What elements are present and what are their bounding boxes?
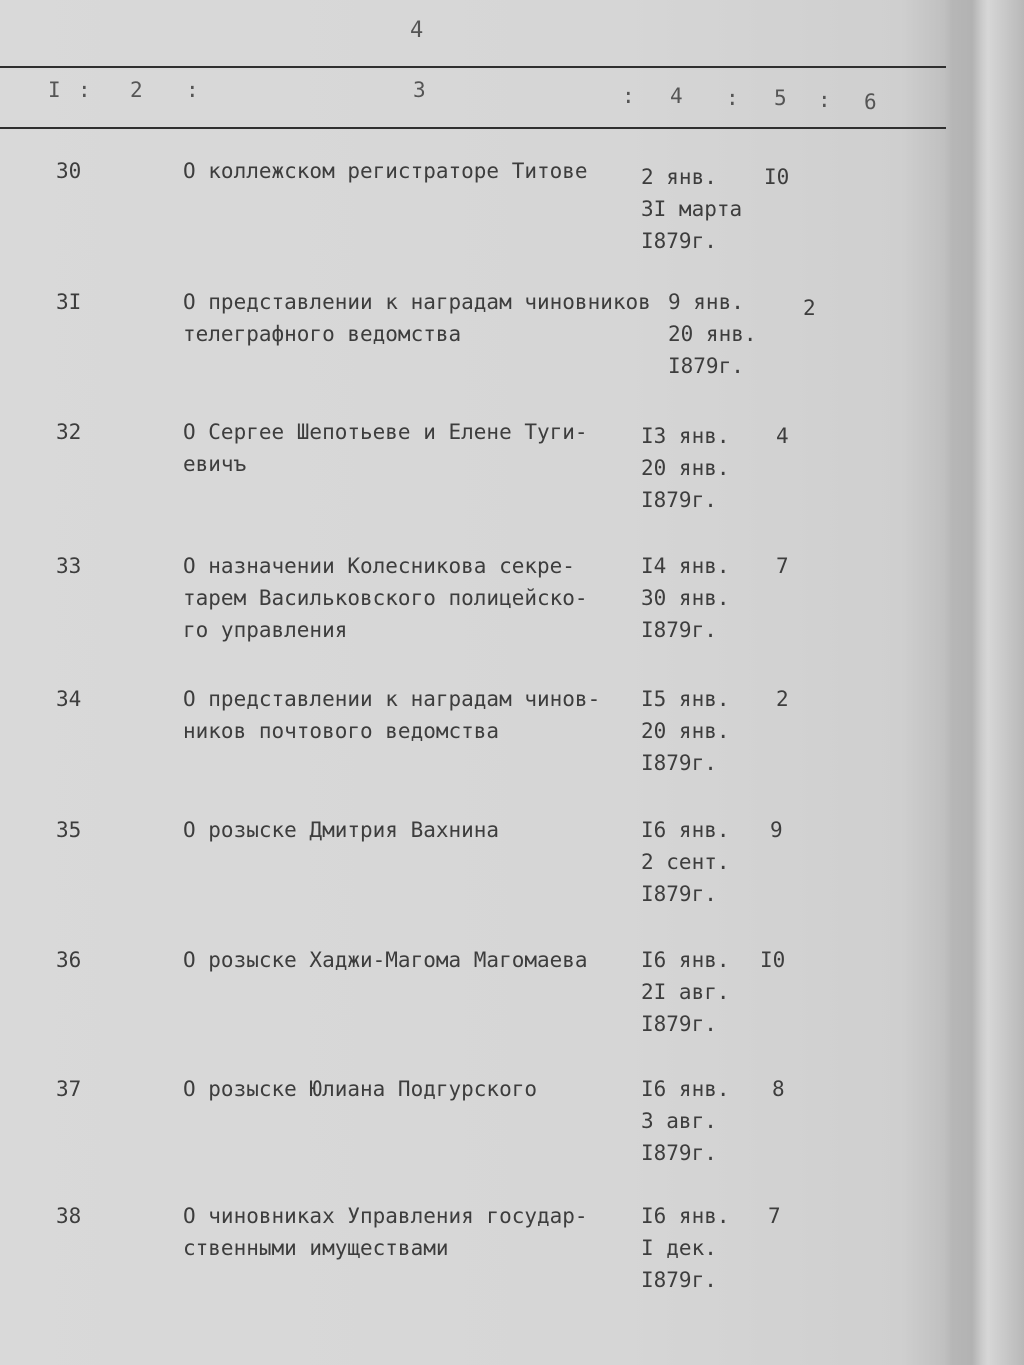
row-sheet-count: 7: [768, 1204, 781, 1228]
row-title: О представлении к наградам чиновников телеграфного ведомства: [183, 290, 651, 346]
row-sheet-count: 2: [803, 296, 816, 320]
header-top-rule: [0, 66, 946, 68]
row-title: О Сергее Шепотьеве и Елене Туги- евичъ: [183, 420, 588, 476]
row-sheet-count: 4: [776, 424, 789, 448]
row-sheet-count: 9: [770, 818, 783, 842]
row-title: О коллежском регистраторе Титове: [183, 159, 588, 183]
row-number: 37: [56, 1077, 82, 1101]
row-sheet-count: I0: [764, 165, 790, 189]
header-separator: :: [726, 86, 739, 110]
row-number: 30: [56, 159, 82, 183]
header-separator: :: [622, 84, 635, 108]
row-sheet-count: I0: [760, 948, 786, 972]
header-bottom-rule: [0, 127, 946, 129]
row-dates: I3 янв. 20 янв. I879г.: [641, 424, 730, 512]
row-title: О розыске Юлиана Подгурского: [183, 1077, 538, 1101]
row-number: 36: [56, 948, 82, 972]
row-number: 38: [56, 1204, 82, 1228]
row-title: О чиновниках Управления государ- ственными имуществами: [183, 1204, 588, 1260]
page-edge-shadow: [944, 0, 1024, 1365]
row-dates: I6 янв. 2I авг. I879г.: [641, 948, 730, 1036]
header-separator: :: [78, 78, 91, 102]
row-number: 32: [56, 420, 82, 444]
row-title: О розыске Дмитрия Вахнина: [183, 818, 500, 842]
row-dates: I5 янв. 20 янв. I879г.: [641, 687, 730, 775]
row-dates: 9 янв. 20 янв. I879г.: [668, 290, 757, 378]
header-separator: :: [818, 88, 831, 112]
header-separator: :: [186, 78, 199, 102]
page-number: 4: [410, 18, 424, 43]
row-dates: I6 янв. I дек. I879г.: [641, 1204, 730, 1292]
row-number: 34: [56, 687, 82, 711]
header-col-6: 6: [864, 90, 877, 114]
header-col-2: 2: [130, 78, 143, 102]
header-col-1: I: [48, 78, 61, 102]
row-dates: I6 янв. 2 сент. I879г.: [641, 818, 730, 906]
header-col-5: 5: [774, 86, 787, 110]
row-title: О назначении Колесникова секре- тарем Васильковского полицейско- го управления: [183, 554, 588, 642]
row-number: 3I: [56, 290, 82, 314]
row-title: О розыске Хаджи-Магома Магомаева: [183, 948, 588, 972]
row-number: 35: [56, 818, 82, 842]
row-sheet-count: 2: [776, 687, 789, 711]
row-dates: 2 янв. 3I марта I879г.: [641, 165, 743, 253]
row-number: 33: [56, 554, 82, 578]
column-header-row: [0, 78, 946, 114]
row-sheet-count: 8: [772, 1077, 785, 1101]
row-title: О представлении к наградам чинов- ников почтового ведомства: [183, 687, 601, 743]
header-col-3: 3: [413, 78, 426, 102]
row-sheet-count: 7: [776, 554, 789, 578]
row-dates: I4 янв. 30 янв. I879г.: [641, 554, 730, 642]
row-dates: I6 янв. 3 авг. I879г.: [641, 1077, 730, 1165]
header-col-4: 4: [670, 84, 683, 108]
